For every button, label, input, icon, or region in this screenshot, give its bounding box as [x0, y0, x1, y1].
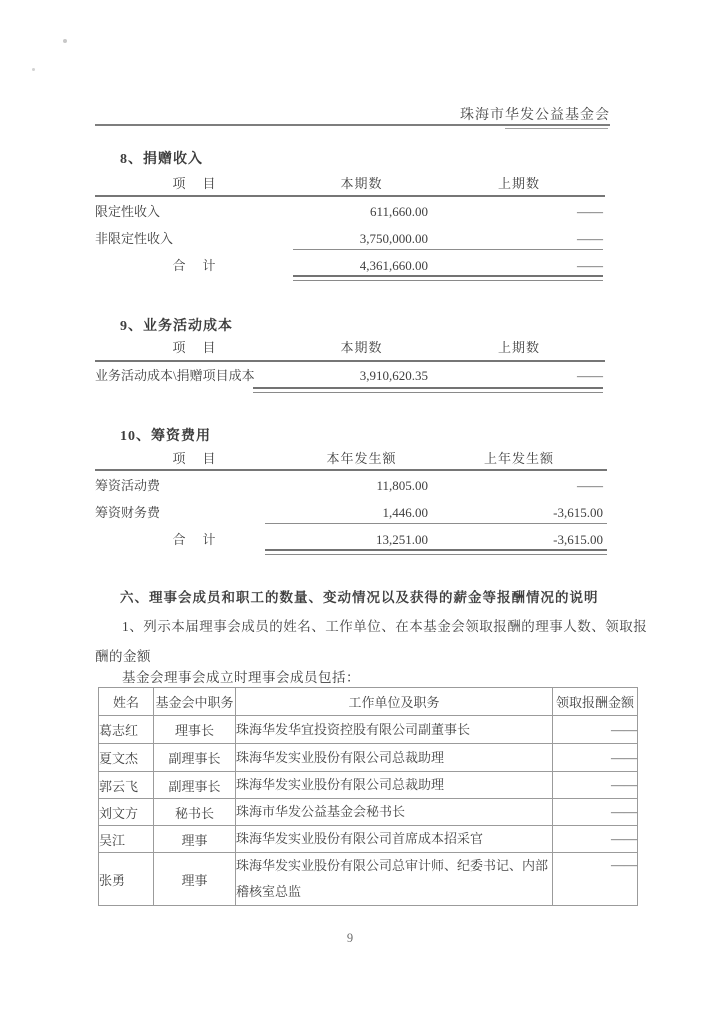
- member-row: [99, 826, 638, 853]
- column-header-current: 本期数: [340, 340, 383, 355]
- scan-speck: [63, 39, 67, 43]
- column-header-item: 项 目: [172, 451, 218, 466]
- column-header-role: 基金会中职务: [154, 688, 236, 716]
- member-name: 郭云飞: [99, 772, 154, 799]
- member-role: 理事长: [154, 716, 236, 744]
- member-work: 珠海华发实业股份有限公司总裁助理: [236, 772, 553, 799]
- member-pay: ——: [553, 826, 638, 853]
- member-role: 理事: [154, 826, 236, 853]
- board-members-table: [98, 687, 638, 906]
- total-label: 合 计: [172, 532, 218, 547]
- column-header-prior: 上期数: [497, 176, 540, 191]
- row-prior-value: -3,615.00: [553, 505, 603, 520]
- member-pay: ——: [553, 744, 638, 772]
- column-header-prior: 上年发生额: [483, 451, 554, 466]
- total-double-rule: [293, 275, 603, 281]
- total-current-value: 13,251.00: [376, 532, 428, 547]
- row-item-label: 非限定性收入: [95, 231, 174, 246]
- row-item-label: 筹资财务费: [95, 505, 161, 520]
- activity-cost-table: [95, 340, 610, 400]
- table-total-row: [95, 258, 610, 274]
- member-role: 秘书长: [154, 799, 236, 826]
- row-item-label: 业务活动成本\捐赠项目成本: [95, 368, 255, 383]
- header-underline: [95, 360, 605, 362]
- section-6-heading: 六、理事会成员和职工的数量、变动情况以及获得的薪金等报酬情况的说明: [120, 590, 599, 605]
- table-total-row: [95, 532, 610, 548]
- member-pay: ——: [553, 716, 638, 744]
- members-header-row: [99, 688, 638, 716]
- member-row: [99, 799, 638, 826]
- column-header-item: 项 目: [172, 176, 218, 191]
- row-current-value: 3,750,000.00: [359, 231, 428, 246]
- column-header-pay: 领取报酬金额: [553, 688, 638, 716]
- row-item-label: 限定性收入: [95, 204, 161, 219]
- member-work: 珠海华发华宜投资控股有限公司副董事长: [236, 716, 553, 744]
- row-current-value: 1,446.00: [382, 505, 428, 520]
- total-double-rule: [265, 549, 607, 555]
- member-work: 珠海华发实业股份有限公司总裁助理: [236, 744, 553, 772]
- scan-speck: [32, 68, 35, 71]
- header-underline: [95, 195, 605, 197]
- member-row: [99, 853, 638, 906]
- member-name: 刘文方: [99, 799, 154, 826]
- total-prior-value: -3,615.00: [553, 532, 603, 547]
- subtotal-rule: [293, 249, 603, 250]
- member-row: [99, 744, 638, 772]
- board-intro-text: 基金会理事会成立时理事会成员包括：: [122, 670, 360, 685]
- section-10-title: 10、筹资费用: [120, 429, 211, 444]
- table-row: [95, 204, 610, 220]
- total-label: 合 计: [172, 258, 218, 273]
- row-prior-value: ——: [577, 231, 603, 246]
- table-row: [95, 505, 610, 521]
- table-row: [95, 231, 610, 247]
- header-title-underline: [505, 128, 608, 129]
- subtotal-rule: [265, 523, 607, 524]
- member-role: 理事: [154, 853, 236, 906]
- row-prior-value: ——: [577, 204, 603, 219]
- fundraising-expense-table: [95, 451, 610, 556]
- member-row: [99, 716, 638, 744]
- member-pay: ——: [553, 853, 638, 906]
- row-prior-value: ——: [577, 478, 603, 493]
- member-name: 夏文杰: [99, 744, 154, 772]
- row-current-value: 11,805.00: [376, 478, 428, 493]
- row-current-value: 3,910,620.35: [359, 368, 428, 383]
- column-header-name: 姓名: [99, 688, 154, 716]
- member-work: 珠海华发实业股份有限公司总审计师、纪委书记、内部稽核室总监: [236, 853, 553, 906]
- member-name: 吴江: [99, 826, 154, 853]
- paragraph-line-1: 1、列示本届理事会成员的姓名、工作单位、在本基金会领取报酬的理事人数、领取报: [122, 619, 648, 634]
- section-9-title: 9、业务活动成本: [120, 319, 233, 334]
- column-header-current: 本期数: [340, 176, 383, 191]
- column-header-prior: 上期数: [497, 340, 540, 355]
- member-pay: ——: [553, 772, 638, 799]
- table-row: [95, 368, 610, 384]
- member-name: 葛志红: [99, 716, 154, 744]
- table-row: [95, 478, 610, 494]
- header-underline: [95, 469, 607, 471]
- member-work: 珠海华发实业股份有限公司首席成本招采官: [236, 826, 553, 853]
- member-name: 张勇: [99, 853, 154, 906]
- paragraph-line-2: 酬的金额: [95, 649, 151, 664]
- total-double-rule: [253, 387, 603, 393]
- member-pay: ——: [553, 799, 638, 826]
- section-8-title: 8、捐赠收入: [120, 152, 203, 167]
- row-item-label: 筹资活动费: [95, 478, 161, 493]
- donation-income-table: [95, 176, 610, 286]
- row-prior-value: ——: [577, 368, 603, 383]
- column-header-item: 项 目: [172, 340, 218, 355]
- column-header-work: 工作单位及职务: [236, 688, 553, 716]
- member-work: 珠海市华发公益基金会秘书长: [236, 799, 553, 826]
- row-current-value: 611,660.00: [369, 204, 428, 219]
- total-current-value: 4,361,660.00: [359, 258, 428, 273]
- header-org-name: 珠海市华发公益基金会: [460, 108, 610, 123]
- member-role: 副理事长: [154, 772, 236, 799]
- header-rule: [95, 124, 610, 126]
- total-prior-value: ——: [577, 258, 603, 273]
- page-number: 9: [346, 931, 354, 945]
- column-header-current: 本年发生额: [326, 451, 397, 466]
- member-role: 副理事长: [154, 744, 236, 772]
- table-header-row: [95, 176, 610, 192]
- table-header-row: [95, 451, 610, 467]
- member-row: [99, 772, 638, 799]
- table-header-row: [95, 340, 610, 356]
